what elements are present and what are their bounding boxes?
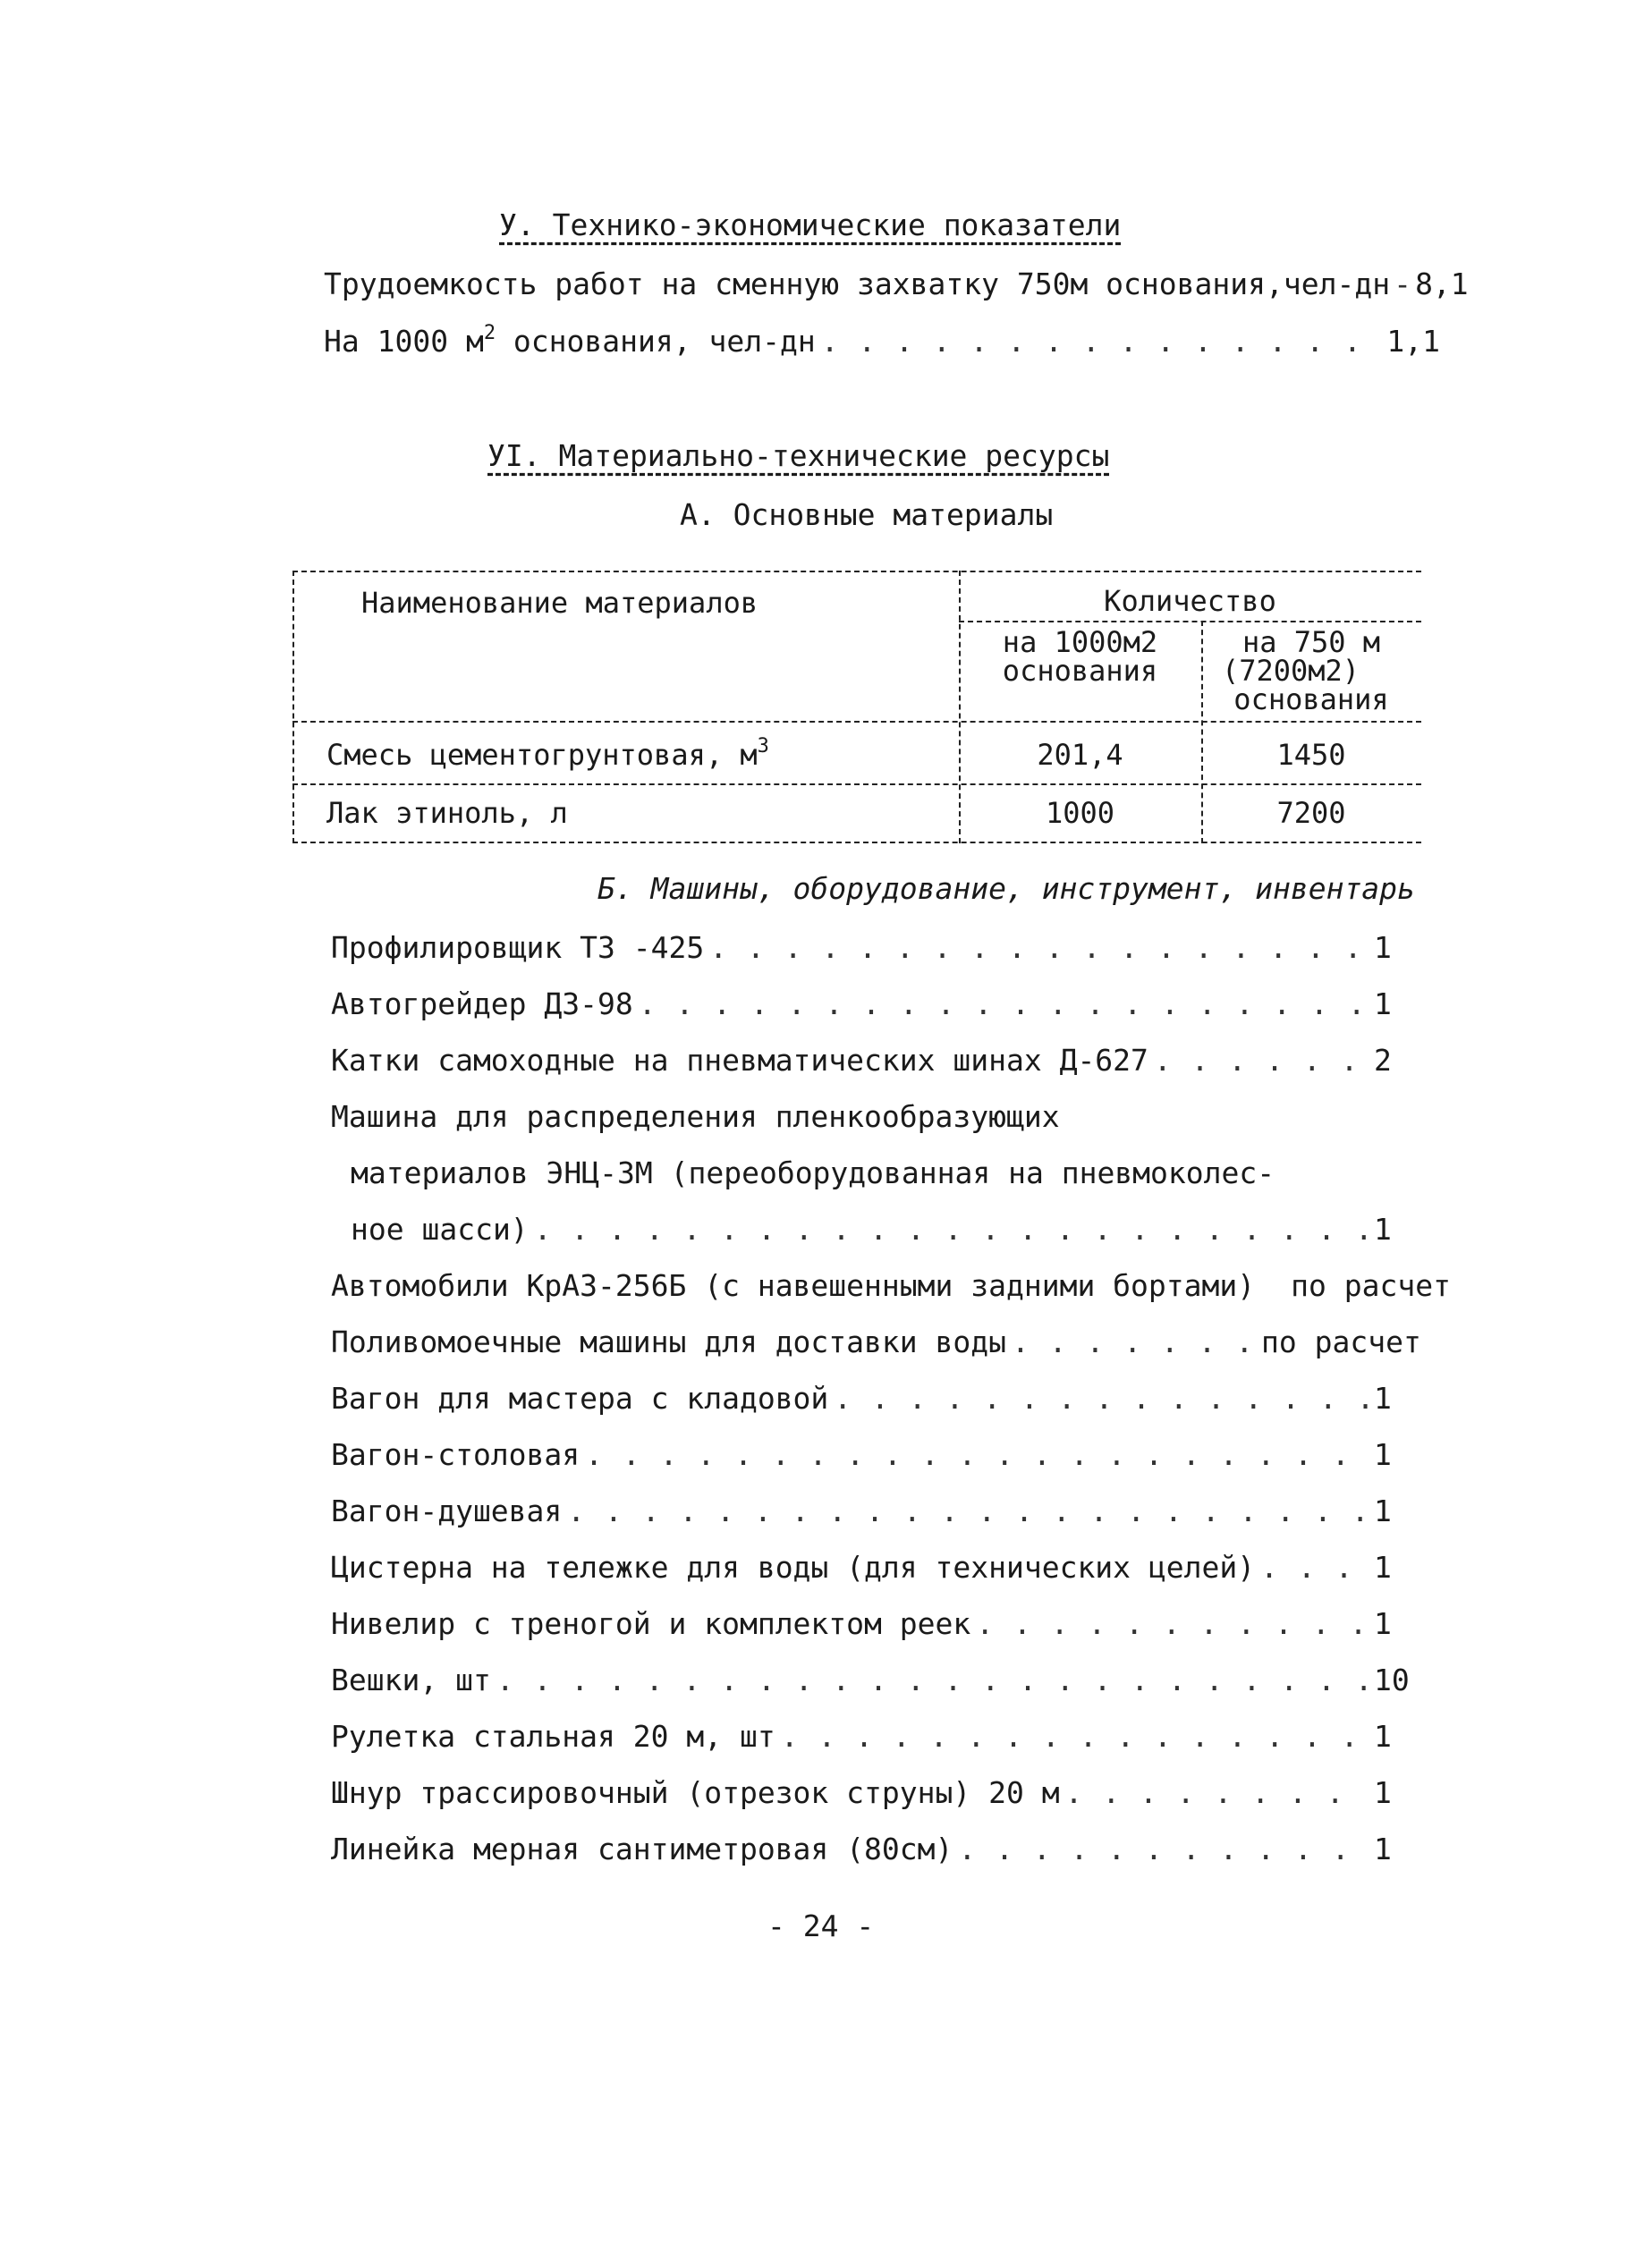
labor-line-label: Трудоемкость работ на сменную захватку 750м основания,чел-дн [324, 267, 1391, 301]
equipment-item: Вешки, шт . . . 10 [331, 1663, 1431, 1698]
equipment-item: Автогрейдер ДЗ-98 . . . 1 [331, 986, 1431, 1022]
leader-dots [821, 324, 1382, 360]
equipment-item: Катки самоходные на пневматических шинах Д-627 . . . 2 [331, 1043, 1431, 1079]
col-1000-line2: основания [1002, 654, 1158, 688]
equipment-item: Нивелир с треногой и комплектом реек . . . 1 [331, 1606, 1431, 1642]
labor-line-value: 8,1 [1415, 267, 1469, 301]
table-row-2-name: Лак этиноль, л [326, 796, 568, 830]
table-row-1-name: Смесь цементогрунтовая, $м^3$ [326, 735, 769, 772]
equipment-item: Рулетка стальная 20 м, шт . . . 1 [331, 1719, 1431, 1755]
page-number: - 24 - [767, 1908, 875, 1943]
equipment-item: Машина для распределения пленкообразующих [331, 1099, 1060, 1134]
equipment-item: Вагон-душевая . . . 1 [331, 1494, 1431, 1529]
equipment-item-continued: материалов ЭНЦ-3М (переоборудованная на пневмоколес- [351, 1155, 1275, 1190]
per1000-line [324, 324, 1440, 360]
subtitle-b: Б. Машины, оборудование, инструмент, инвентарь [597, 871, 1415, 906]
equipment-item: Автомобили КрАЗ-256Б (с навешенными задними бортами) по расчет [331, 1268, 1451, 1303]
col-750-line1: на 750 м [1241, 625, 1381, 659]
subtitle-a: А. Основные материалы [680, 497, 1054, 532]
equipment-item: Цистерна на тележке для воды (для технических целей) . . . 1 [331, 1550, 1431, 1586]
col-qty-header: Количество [1104, 584, 1276, 618]
equipment-item: Вагон-столовая . . . 1 [331, 1437, 1431, 1473]
col-name-header: Наименование материалов [361, 586, 758, 620]
col-1000-line1: на 1000м2 [1002, 625, 1158, 659]
section6-title: УI. Материально-технические ресурсы [487, 438, 1110, 473]
col-750-line3: основания [1233, 682, 1389, 716]
equipment-item-continued: ное шасси) . . . 1 [351, 1212, 1431, 1248]
materials-table [292, 571, 1421, 843]
per1000-value: 1,1 [1386, 324, 1440, 359]
table-row-1-q750: 1450 [1276, 738, 1346, 772]
labor-line: Трудоемкость работ на сменную захватку 750м основания,чел-дн - . . . 8,1 [324, 267, 1440, 302]
equipment-item: Поливомоечные машины для доставки воды . . . по расчет [331, 1324, 1431, 1360]
col-750-line2: (7200м2) [1221, 654, 1360, 688]
per1000-label: На 1000 $м^2$ основания, чел-дн [324, 322, 816, 359]
equipment-item: Вагон для мастера с кладовой . . . 1 [331, 1381, 1431, 1417]
table-row-2-q750: 7200 [1276, 796, 1346, 830]
table-row-1-q1000: 201,4 [1037, 738, 1123, 772]
equipment-item: Шнур трассировочный (отрезок струны) 20 м . . . 1 [331, 1775, 1431, 1811]
equipment-item: Профилировщик ТЗ -425 . . . 1 [331, 930, 1431, 966]
section5-title: У. Технико-экономические показатели [499, 207, 1122, 242]
table-row-2-q1000: 1000 [1045, 796, 1115, 830]
equipment-item: Линейка мерная сантиметровая (80см) . . . 1 [331, 1832, 1431, 1867]
